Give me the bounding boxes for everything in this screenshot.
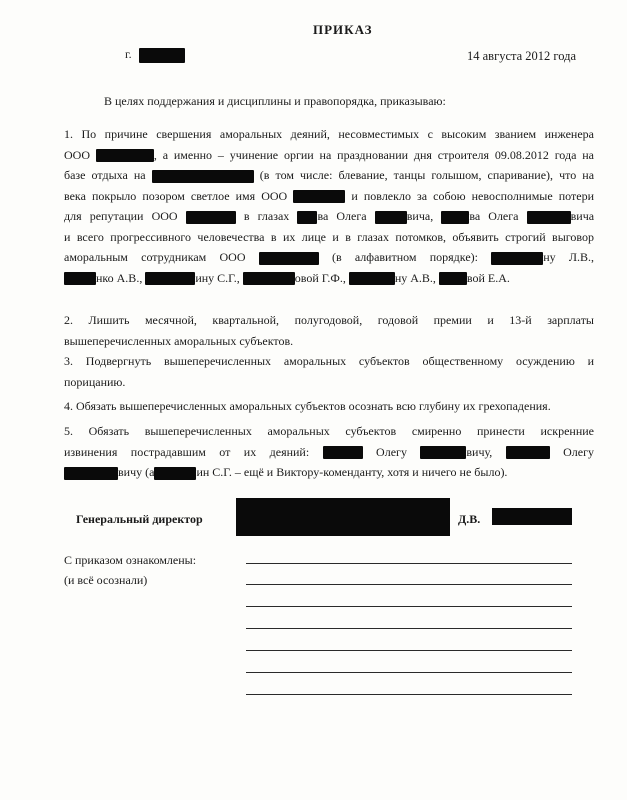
signature-line [246, 606, 572, 607]
text: для репутации ООО [64, 209, 178, 223]
text: овой Г.Ф., [294, 270, 346, 285]
p5-line-1: 5. Обязать вышеперечисленных аморальных субъектов смиренно принести искренние [64, 424, 594, 438]
redacted-place [152, 170, 254, 183]
redacted-name [491, 252, 543, 265]
redacted-company [259, 252, 319, 265]
text: базе отдыха на [64, 168, 146, 182]
text: ину С.Г., [195, 270, 240, 285]
preamble: В целях поддержания и дисциплины и правопорядка, приказываю: [104, 94, 446, 108]
redacted-name [527, 211, 571, 224]
acknowledgement-note: (и всё осознали) [64, 573, 148, 587]
director-title: Генеральный директор [76, 512, 203, 526]
text: Олегу [563, 444, 595, 459]
p5-line-2 [64, 442, 594, 463]
p1-line-6: и всего прогрессивного человечества в их лице и в глазах потомков, объявить строгий выговор [64, 229, 594, 244]
city-line [125, 47, 185, 63]
text: , а именно – учинение оргии на праздновании дня строителя 09.08.2012 года на [153, 147, 594, 162]
text: вича [570, 209, 595, 223]
redacted-signature [236, 498, 450, 536]
p3-line-2: порицанию. [64, 374, 126, 389]
redacted-name [323, 446, 363, 459]
redacted-name [64, 467, 118, 480]
redacted-name [145, 272, 195, 285]
text: века покрыло позором светлое имя ООО [64, 188, 288, 203]
paragraph-2 [64, 310, 594, 351]
text: ин С.Г. – ещё и Виктору-коменданту, хотя и ничего не было). [196, 465, 508, 479]
p3-line-1: 3. Подвергнуть вышеперечисленных аморальных субъектов общественному осуждению и [64, 354, 594, 368]
text: (в том числе: блевание, танцы голышом, спаривание), что на [259, 168, 595, 182]
p1-line-7 [64, 247, 594, 268]
signature-line [246, 672, 572, 673]
signature-line [246, 628, 572, 629]
paragraph-1 [64, 124, 594, 288]
p1-line-8 [64, 268, 594, 289]
redacted-company [293, 190, 345, 203]
redacted-name [349, 272, 395, 285]
text: вичу, [466, 444, 493, 459]
text: аморальным сотрудникам ООО [64, 250, 246, 264]
redacted-name [439, 272, 467, 285]
redacted-name [441, 211, 469, 224]
redacted-name [154, 467, 196, 480]
redacted-surname [492, 508, 572, 525]
p1-line-1: 1. По причине свершения аморальных деяний, несовместимых с высоким званием инженера [64, 127, 594, 141]
redacted-name [243, 272, 295, 285]
document-title: ПРИКАЗ [313, 22, 373, 37]
redacted-name [506, 446, 550, 459]
text: ну Л.В., [543, 250, 595, 264]
text: извинения пострадавшим от их деяний: [64, 444, 310, 459]
signature-line [246, 694, 572, 695]
p2-line-1: 2. Лишить месячной, квартальной, полугодовой, годовой премии и 13-й зарплаты [64, 313, 594, 327]
document-date: 14 августа 2012 года [467, 49, 577, 63]
redacted-name [297, 211, 317, 224]
signature-line [246, 563, 572, 564]
signature-line [246, 584, 572, 585]
redacted-city [139, 48, 185, 63]
p1-line-5 [64, 206, 594, 227]
text: ну А.В., [394, 270, 436, 285]
p1-line-4 [64, 186, 594, 207]
redacted-name [375, 211, 407, 224]
redacted-company [96, 149, 154, 162]
p4-line-1: 4. Обязать вышеперечисленных аморальных субъектов осознать всю глубину их грехопадения. [64, 399, 551, 413]
text: ва Олега [469, 209, 519, 223]
text: вича, [406, 209, 434, 223]
text: (в алфавитном порядке): [331, 250, 478, 264]
redacted-company [186, 211, 236, 224]
p1-line-3 [64, 165, 594, 186]
acknowledgement-label: С приказом ознакомлены: [64, 553, 197, 567]
redacted-name [420, 446, 466, 459]
text: и повлекло за собою невосполнимые потери [351, 188, 595, 203]
p1-line-2 [64, 145, 594, 166]
redacted-name [64, 272, 96, 285]
paragraph-5 [64, 421, 594, 483]
signature-line [246, 650, 572, 651]
p2-line-2: вышеперечисленных аморальных субъектов. [64, 333, 294, 348]
text: нко А.В., [96, 270, 143, 285]
text: вичу (а [118, 465, 155, 479]
p5-line-3 [64, 462, 594, 483]
director-initials: Д.В. [458, 512, 481, 526]
text: вой Е.А. [466, 270, 510, 285]
paragraph-4 [64, 396, 594, 417]
text: Олегу [376, 444, 407, 459]
text: ва Олега [317, 209, 367, 223]
paragraph-3 [64, 351, 594, 392]
text: в глазах [243, 209, 290, 223]
text: ООО [64, 147, 90, 162]
city-prefix: г. [125, 47, 132, 61]
